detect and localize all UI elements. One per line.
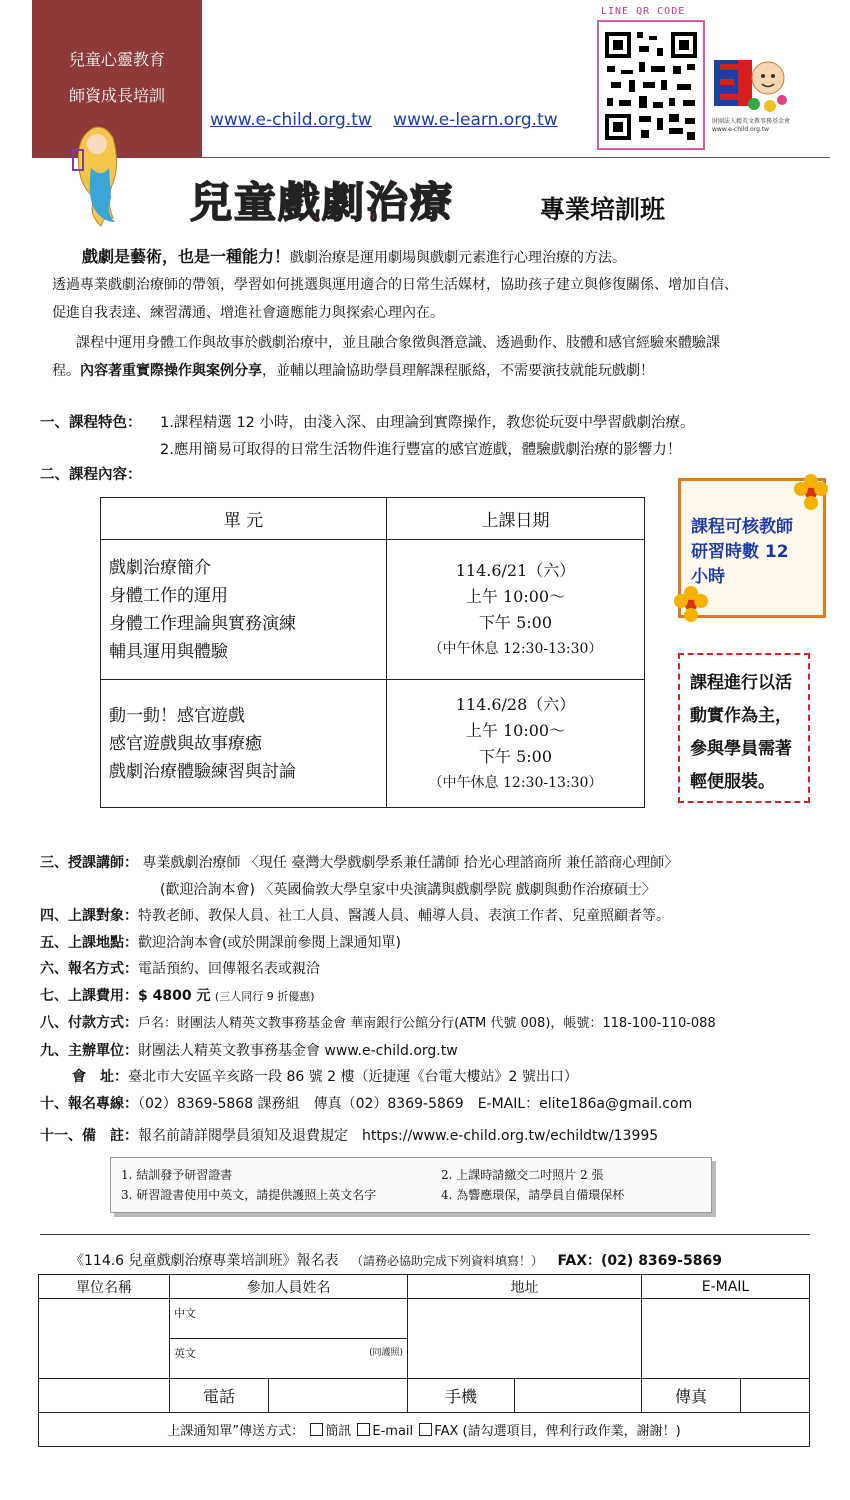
- mermaid-illustration: [65, 118, 135, 228]
- info-label: 十、報名專線：: [40, 1095, 138, 1112]
- info-line: [40, 850, 716, 877]
- notice-method-note: (請勾選項目，俾利行政作業，謝謝！): [462, 1424, 681, 1439]
- fax-label: 傳真: [642, 1379, 741, 1413]
- info-text: 臺北市大安區辛亥路一段 86 號 2 樓（近捷運《台電大樓站》2 號出口）: [128, 1069, 578, 1085]
- intro-line-2: 透過專業戲劇治療師的帶領，學習如何挑選與運用適合的日常生活媒材，協助孩子建立與修復關係、增加自信、: [52, 277, 738, 293]
- unit-name-field[interactable]: [39, 1299, 170, 1379]
- chinese-label: 中文: [174, 1307, 196, 1320]
- date-line: （中午休息 12:30-13:30）: [428, 774, 603, 791]
- sms-label: 簡訊: [325, 1424, 352, 1439]
- date-line: 下午 5:00: [478, 746, 553, 766]
- corner-line2: 師資成長培訓: [68, 86, 165, 105]
- form-fax: FAX：(02) 8369-5869: [557, 1253, 722, 1269]
- info-text: 財團法人精英文教事務基金會 www.e-child.org.tw: [138, 1042, 458, 1059]
- intro-highlight: 內容著重實際操作與案例分享: [80, 363, 262, 379]
- notice-item: 4. 為響應環保，請學員自備環保杯: [441, 1188, 625, 1202]
- english-label: 英文: [174, 1347, 196, 1360]
- intro-line-3: 促進自我表達、練習溝通、增進社會適應能力與探索心理內在。: [52, 305, 444, 321]
- notice-method-label: 上課通知單”傳送方式：: [167, 1424, 305, 1439]
- info-line: [40, 1064, 716, 1091]
- form-title-line: [70, 1250, 722, 1270]
- intro-line-4: 課程中運用身體工作與故事於戲劇治療中，並且融合象徵與潛意識、透過動作、肢體和感官經驗來體驗課: [76, 335, 720, 351]
- callout-line: 動實作為主，: [690, 706, 792, 726]
- form-header-email: E-MAIL: [642, 1275, 810, 1299]
- page-title: 兒童戲劇治療: [190, 178, 455, 227]
- info-text: 報名前請詳閱學員須知及退費規定 https://www.e-child.org.tw/echildtw/13995: [138, 1128, 659, 1144]
- date-line: 下午 5:00: [478, 612, 553, 632]
- callout-line: 輕便服裝。: [690, 772, 775, 792]
- feature-item-1: 1.課程精選 12 小時，由淺入深、由理論到實際操作，教您從玩耍中學習戲劇治療。: [160, 415, 695, 431]
- form-header-unit: 單位名稱: [39, 1275, 170, 1299]
- info-line: [40, 956, 716, 983]
- unit-item: 感官遊戲與故事療癒: [109, 733, 262, 754]
- dress-code-callout: [678, 653, 810, 803]
- date-line: （中午休息 12:30-13:30）: [428, 640, 603, 657]
- chinese-name-field[interactable]: [170, 1299, 408, 1339]
- info-label: 六、報名方式：: [40, 961, 138, 977]
- features-label: 一、課程特色：: [40, 415, 142, 431]
- unit-item: 輔具運用與體驗: [109, 641, 228, 662]
- schedule-header-date: 上課日期: [387, 498, 645, 540]
- english-name-field[interactable]: [170, 1339, 408, 1379]
- feature-item-2: 2.應用簡易可取得的日常生活物件進行豐富的感官遊戲，體驗戲劇治療的影響力！: [160, 442, 682, 458]
- callout-line: 小時: [691, 567, 725, 587]
- info-text: 專業戲劇治療師 〈現任 臺灣大學戲劇學系兼任講師 拾光心理諮商所 兼任諮商心理師〉: [142, 855, 679, 871]
- page-subtitle: 專業培訓班: [540, 195, 666, 224]
- info-line: [40, 903, 716, 930]
- form-title: 《114.6 兒童戲劇治療專業培訓班》報名表: [70, 1253, 339, 1269]
- url-link-1[interactable]: www.e-child.org.tw: [210, 110, 372, 130]
- intro-line-5: [52, 358, 654, 384]
- form-divider: [40, 1234, 810, 1235]
- fax-option-label: FAX: [434, 1424, 459, 1439]
- date-cell: [387, 680, 645, 808]
- notice-method-row: [39, 1413, 810, 1447]
- info-line: [40, 983, 716, 1011]
- mobile-field[interactable]: [515, 1379, 642, 1413]
- info-text: (歡迎洽詢本會) 〈英國倫敦大學皇家中央演講與戲劇學院 戲劇與動作治療碩士〉: [160, 881, 656, 898]
- corner-line1: 兒童心靈教育: [68, 50, 165, 69]
- unit-item: 身體工作理論與實務演練: [109, 613, 296, 634]
- info-text: 電話預約、回傳報名表或親洽: [138, 961, 320, 977]
- flower-decoration-icon: [669, 585, 713, 625]
- callout-line: 課程進行以活: [690, 673, 792, 693]
- form-header-address: 地址: [408, 1275, 642, 1299]
- date-line: 114.6/28（六）: [455, 694, 576, 714]
- date-line: 上午 10:00～: [465, 720, 566, 740]
- form-header-name: 參加人員姓名: [170, 1275, 408, 1299]
- logo-caption: 財團法人精英文教事務基金會 www.e-child.org.tw: [712, 118, 791, 133]
- callout-line: 參與學員需著: [690, 739, 792, 759]
- date-line: 上午 10:00～: [465, 586, 566, 606]
- email-checkbox[interactable]: [357, 1423, 370, 1436]
- info-note: (三人同行 9 折優惠): [214, 989, 315, 1003]
- notice-item: 1. 結訓發予研習證書: [121, 1168, 233, 1182]
- info-line: [40, 1038, 716, 1065]
- flower-decoration-icon: [789, 473, 833, 513]
- line-qr-code[interactable]: [597, 20, 705, 150]
- header-divider: [200, 157, 830, 158]
- info-text: 歡迎洽詢本會(或於開課前參閱上課通知單): [138, 934, 401, 951]
- phone-field[interactable]: [269, 1379, 408, 1413]
- fax-checkbox[interactable]: [419, 1423, 432, 1436]
- date-cell: [387, 540, 645, 680]
- intro-line-1: [82, 244, 626, 271]
- email-option-label: E-mail: [372, 1424, 414, 1439]
- email-field[interactable]: [642, 1299, 810, 1379]
- info-text: $ 4800 元: [138, 987, 211, 1004]
- info-section: [40, 850, 716, 1150]
- content-label: 二、課程內容：: [40, 467, 142, 483]
- info-line: [40, 930, 716, 957]
- table-row: [101, 680, 645, 808]
- info-label: 七、上課費用：: [40, 987, 138, 1004]
- unit-cell: [101, 540, 387, 680]
- mobile-label: 手機: [408, 1379, 515, 1413]
- info-line: [40, 1091, 716, 1118]
- registration-form: [38, 1274, 810, 1447]
- unit-item: 戲劇治療簡介: [109, 557, 211, 578]
- intro-line-5-a: 程。: [52, 363, 80, 379]
- info-label: 會 址：: [72, 1069, 128, 1085]
- intro-rest: 戲劇治療是運用劇場與戲劇元素進行心理治療的方法。: [290, 250, 627, 266]
- notice-item: 3. 研習證書使用中英文，請提供護照上英文名字: [121, 1188, 377, 1202]
- date-line: 114.6/21（六）: [455, 560, 576, 580]
- unit-item: 戲劇治療體驗練習與討論: [109, 761, 296, 782]
- info-line: [40, 877, 716, 904]
- info-label: 十一、備 註：: [40, 1128, 138, 1144]
- fax-field[interactable]: [741, 1379, 810, 1413]
- info-line: [40, 1010, 716, 1038]
- notice-item: 2. 上課時請繳交二吋照片 2 張: [441, 1168, 604, 1182]
- info-label: 八、付款方式：: [40, 1015, 138, 1031]
- unit-item: 身體工作的運用: [109, 585, 228, 606]
- address-field[interactable]: [408, 1299, 642, 1379]
- blank-cell: [39, 1379, 170, 1413]
- unit-item: 動一動！感官遊戲: [109, 705, 245, 726]
- schedule-table: [100, 497, 645, 808]
- callout-line: 研習時數 12: [691, 542, 789, 562]
- url-link-2[interactable]: www.e-learn.org.tw: [393, 110, 558, 130]
- table-row: [101, 540, 645, 680]
- passport-note: (同護照): [368, 1348, 403, 1358]
- notice-box: [110, 1157, 712, 1213]
- info-label: 四、上課對象：: [40, 908, 138, 924]
- info-text: 特教老師、教保人員、社工人員、醫護人員、輔導人員、表演工作者、兒童照顧者等。: [138, 908, 670, 924]
- info-label: 五、上課地點：: [40, 934, 138, 951]
- phone-label: 電話: [170, 1379, 269, 1413]
- callout-line: 課程可核教師: [691, 517, 793, 537]
- info-label: 九、主辦單位：: [40, 1042, 138, 1059]
- intro-line-5-b: ，並輔以理論協助學員理解課程脈絡，不需要演技就能玩戲劇！: [262, 363, 654, 379]
- info-text: 戶名：財團法人精英文教事務基金會 華南銀行公館分行(ATM 代號 008)，帳號：118-100-110-088: [138, 1016, 716, 1031]
- info-text: （02）8369-5868 課務組 傳真（02）8369-5869 E-MAIL：elite186a@gmail.com: [138, 1095, 693, 1112]
- teacher-hours-callout: [678, 478, 826, 618]
- unit-cell: [101, 680, 387, 808]
- schedule-header-unit: 單 元: [101, 498, 387, 540]
- qr-label: LINE QR CODE: [601, 6, 686, 17]
- sms-checkbox[interactable]: [310, 1423, 323, 1436]
- intro-bold: 戲劇是藝術，也是一種能力！: [82, 247, 291, 266]
- info-label: 三、授課講師：: [40, 855, 138, 871]
- form-note: （請務必協助完成下列資料填寫！）: [350, 1254, 543, 1268]
- website-links: [210, 110, 574, 130]
- info-line: [40, 1123, 716, 1150]
